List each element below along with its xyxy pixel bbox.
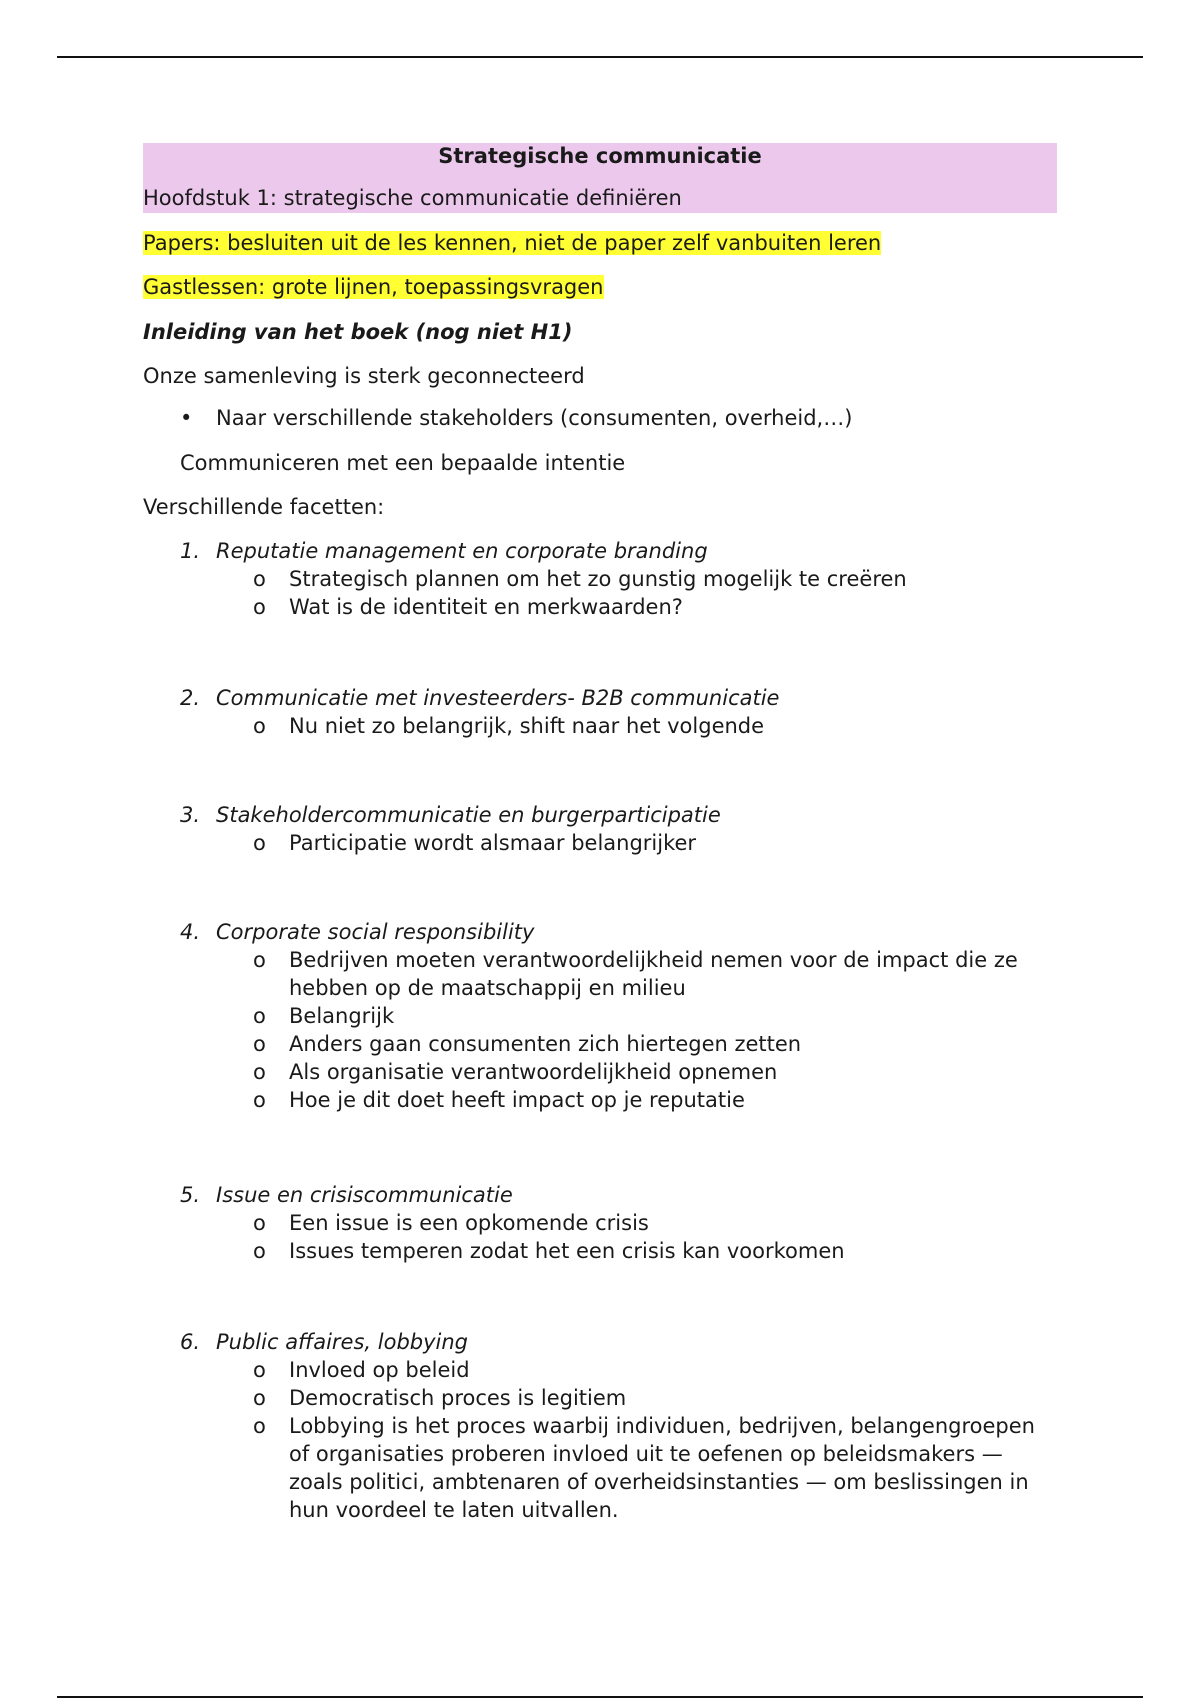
list-item-text: Een issue is een opkomende crisis [289,1211,649,1235]
list-item [180,593,1057,621]
section-heading [180,1181,1057,1209]
list-item [180,1058,1057,1086]
section-number: 6. [180,1330,201,1354]
section-title: Corporate social responsibility [216,920,535,944]
highlight-note-papers [143,229,881,257]
circle-bullet-icon: o [253,1386,266,1410]
paragraph-samenleving: Onze samenleving is sterk geconnecteerd [143,364,585,388]
highlight-text-papers: Papers: besluiten uit de les kennen, niet de paper zelf vanbuiten leren [143,231,882,255]
section-heading [180,1328,1057,1356]
circle-bullet-icon: o [253,1032,266,1056]
circle-bullet-icon: o [253,1358,266,1382]
sub-list [180,1209,1057,1265]
footer-rule [57,1696,1143,1698]
section-heading [180,801,1057,829]
list-item-text: Lobbying is het proces waarbij individuen, bedrijven, belangengroepen of organisaties proberen invloed uit te oefenen op beleidsmakers — zoals politici, ambtenaren of overheidsinstanties — om beslissingen in hun voordeel te laten uitvallen. [289,1414,1035,1522]
list-item [180,1030,1057,1058]
section-number: 3. [180,803,201,827]
list-item [180,1384,1057,1412]
section-2 [180,684,1057,740]
list-item-text: Nu niet zo belangrijk, shift naar het volgende [289,714,765,738]
circle-bullet-icon: o [253,1414,266,1438]
section-title: Public affaires, lobbying [216,1330,469,1354]
section-1 [180,537,1057,621]
list-item [180,829,1057,857]
section-title: Communicatie met investeerders- B2B communicatie [216,686,780,710]
list-item-text: Hoe je dit doet heeft impact op je reputatie [289,1088,745,1112]
circle-bullet-icon: o [253,1211,266,1235]
section-title: Reputatie management en corporate branding [216,539,708,563]
section-heading [180,537,1057,565]
section-heading [180,684,1057,712]
list-item [180,1237,1057,1265]
list-item [180,565,1057,593]
intro-heading: Inleiding van het boek (nog niet H1) [143,320,573,344]
list-item [180,1412,1057,1524]
section-title: Issue en crisiscommunicatie [216,1183,513,1207]
list-item [180,1086,1057,1114]
sub-list [180,1356,1057,1524]
list-item [180,1209,1057,1237]
highlight-note-gastlessen [143,273,604,301]
section-6 [180,1328,1057,1524]
section-3 [180,801,1057,857]
bullet-dot-icon: • [180,406,193,430]
section-4 [180,918,1057,1114]
list-item-text: Belangrijk [289,1004,395,1028]
list-item-text: Participatie wordt alsmaar belangrijker [289,831,697,855]
section-number: 1. [180,539,201,563]
chapter-heading: Hoofdstuk 1: strategische communicatie definiëren [143,186,682,210]
sub-list [180,946,1057,1114]
circle-bullet-icon: o [253,1239,266,1263]
list-item [180,946,1057,1002]
list-item-text: Democratisch proces is legitiem [289,1386,627,1410]
list-item-text: Anders gaan consumenten zich hiertegen zetten [289,1032,802,1056]
list-item [180,1356,1057,1384]
list-item-text: Issues temperen zodat het een crisis kan voorkomen [289,1239,845,1263]
circle-bullet-icon: o [253,714,266,738]
circle-bullet-icon: o [253,1060,266,1084]
circle-bullet-icon: o [253,567,266,591]
circle-bullet-icon: o [253,831,266,855]
section-heading [180,918,1057,946]
circle-bullet-icon: o [253,948,266,972]
sub-list [180,565,1057,621]
list-item-text: Invloed op beleid [289,1358,470,1382]
sub-list [180,712,1057,740]
header-rule [57,56,1143,58]
list-item-text: Bedrijven moeten verantwoordelijkheid nemen voor de impact die ze hebben op de maatschappij en milieu [289,948,1018,1000]
section-5 [180,1181,1057,1265]
circle-bullet-icon: o [253,1004,266,1028]
section-number: 5. [180,1183,201,1207]
circle-bullet-icon: o [253,595,266,619]
paragraph-facetten: Verschillende facetten: [143,495,385,519]
list-item-text: Als organisatie verantwoordelijkheid opnemen [289,1060,778,1084]
list-item-text: Wat is de identiteit en merkwaarden? [289,595,683,619]
document-title: Strategische communicatie [438,144,762,168]
list-item [180,712,1057,740]
highlight-text-gastlessen: Gastlessen: grote lijnen, toepassingsvragen [143,275,604,299]
paragraph-intentie: Communiceren met een bepaalde intentie [180,451,626,475]
sub-list [180,829,1057,857]
bullet-item-stakeholders [180,404,852,432]
section-number: 2. [180,686,201,710]
section-title: Stakeholdercommunicatie en burgerparticipatie [216,803,721,827]
list-item-text: Strategisch plannen om het zo gunstig mogelijk te creëren [289,567,907,591]
list-item [180,1002,1057,1030]
section-number: 4. [180,920,201,944]
bullet-text: Naar verschillende stakeholders (consumenten, overheid,…) [216,406,853,430]
circle-bullet-icon: o [253,1088,266,1112]
